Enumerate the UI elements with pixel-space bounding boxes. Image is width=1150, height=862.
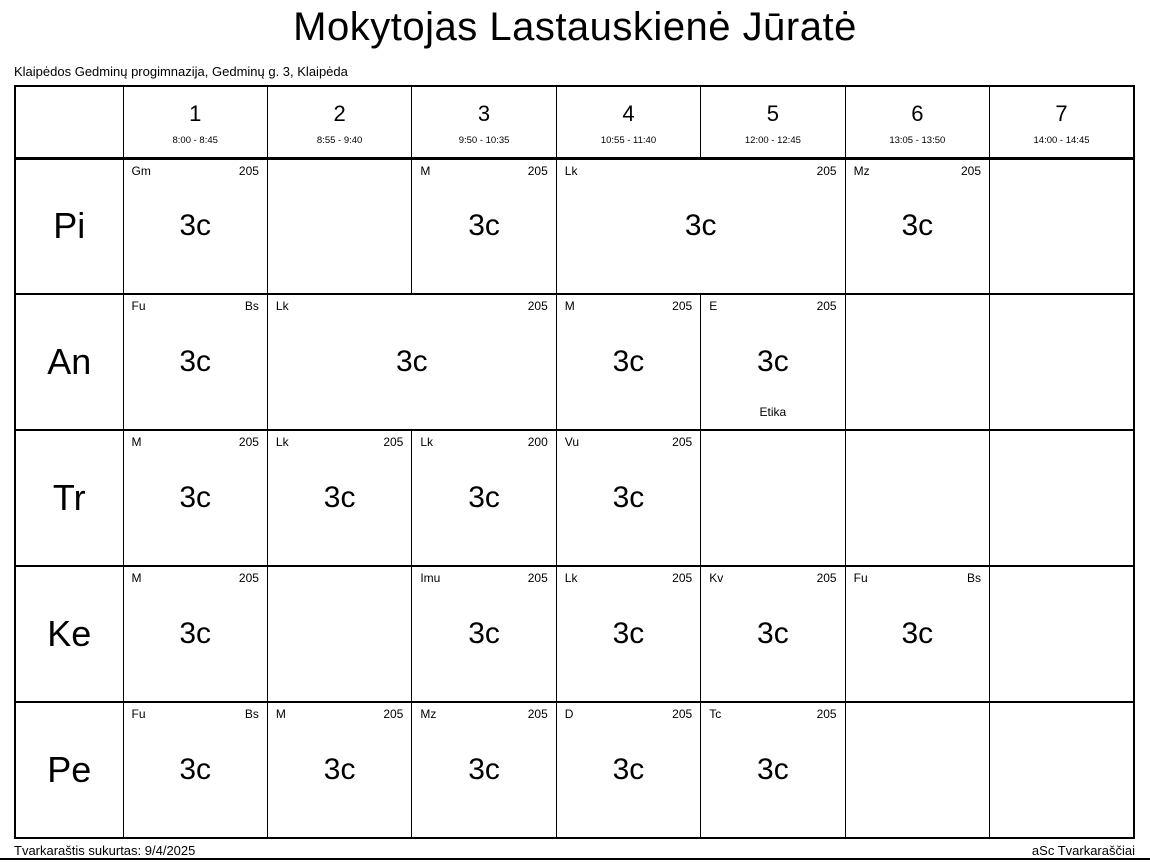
period-header-1 (123, 86, 267, 158)
class-group: 3c (612, 617, 645, 650)
class-group: 3c (396, 345, 428, 378)
lesson-cell (123, 294, 267, 430)
lesson-cell (412, 430, 556, 566)
period-time: 8:00 - 8:45 (172, 134, 218, 146)
day-label-pi: Pi (15, 158, 123, 294)
subject-code: Lk (275, 299, 289, 313)
day-label-pe: Pe (15, 702, 123, 838)
bottom-divider (0, 858, 1150, 860)
class-group: 3c (612, 481, 645, 514)
room-label: 205 (672, 299, 693, 313)
room-label: Bs (244, 299, 259, 313)
room-label: 205 (238, 163, 259, 178)
class-group: 3c (901, 209, 934, 243)
period-number: 7 (1055, 100, 1068, 126)
subject-code: Lk (564, 163, 578, 178)
class-group: 3c (468, 481, 500, 514)
class-group: 3c (179, 345, 212, 378)
empty-slot (267, 566, 411, 702)
empty-slot (267, 158, 411, 294)
class-group: 3c (612, 345, 645, 378)
lesson-cell (556, 294, 700, 430)
period-number: 6 (911, 100, 924, 126)
empty-slot (990, 294, 1134, 430)
room-label: 205 (383, 435, 404, 449)
empty-slot (701, 430, 845, 566)
class-group: 3c (901, 617, 934, 650)
lesson-cell (701, 702, 845, 838)
lesson-cell (701, 294, 845, 430)
empty-slot (845, 294, 989, 430)
class-group: 3c (323, 481, 356, 514)
lesson-cell (123, 430, 267, 566)
empty-slot (845, 430, 989, 566)
subject-code: Fu (131, 299, 146, 313)
subject-code: Mz (420, 707, 437, 721)
room-label: 205 (238, 571, 259, 585)
subject-code: E (709, 299, 718, 313)
room-label: 205 (527, 299, 548, 313)
lesson-cell (556, 702, 700, 838)
empty-slot (990, 430, 1134, 566)
subject-code: Lk (275, 435, 289, 449)
day-label-ke: Ke (15, 566, 123, 702)
room-label: 205 (816, 571, 837, 585)
lesson-cell (123, 566, 267, 702)
class-group: 3c (468, 753, 500, 786)
period-number: 1 (189, 100, 202, 126)
lesson-cell-double (556, 158, 845, 294)
lesson-cell (267, 430, 411, 566)
lesson-cell-double (267, 294, 556, 430)
group-note: Etika (759, 405, 787, 419)
lesson-cell (701, 566, 845, 702)
room-label: 205 (672, 435, 693, 449)
room-label: 200 (527, 435, 548, 449)
lesson-cell (412, 702, 556, 838)
header-row (15, 86, 1134, 158)
lesson-cell (123, 158, 267, 294)
period-header-7 (990, 86, 1134, 158)
period-time: 14:00 - 14:45 (1033, 134, 1090, 146)
period-number: 2 (333, 100, 346, 126)
room-label: 205 (961, 163, 982, 178)
period-header-4 (556, 86, 700, 158)
room-label: 205 (383, 707, 404, 721)
empty-slot (990, 566, 1134, 702)
room-label: 205 (672, 571, 693, 585)
asc-branding: aSc Tvarkaraščiai (1031, 843, 1135, 858)
lesson-cell (267, 702, 411, 838)
period-number: 3 (477, 100, 491, 126)
subject-code: M (275, 707, 286, 721)
room-label: 205 (238, 435, 259, 449)
room-label: 205 (527, 707, 548, 721)
page-title: Mokytojas Lastauskienė Jūratė (293, 5, 857, 49)
class-group: 3c (468, 617, 500, 650)
class-group: 3c (684, 209, 717, 243)
empty-slot (845, 702, 989, 838)
period-header-2 (267, 86, 411, 158)
subject-code: Vu (564, 435, 579, 449)
subject-code: Mz (853, 163, 870, 178)
lesson-cell (412, 158, 556, 294)
period-time: 8:55 - 9:40 (316, 134, 363, 146)
subject-code: Fu (131, 707, 146, 721)
subject-code: M (564, 299, 575, 313)
subject-code: Fu (853, 571, 868, 585)
room-label: 205 (527, 163, 548, 178)
day-row-pi (15, 158, 1134, 294)
subject-code: M (420, 163, 431, 178)
class-group: 3c (179, 753, 212, 786)
subject-code: Tc (709, 707, 722, 721)
room-label: 205 (816, 707, 837, 721)
room-label: 205 (672, 707, 693, 721)
class-group: 3c (612, 753, 645, 786)
room-label: 205 (527, 571, 548, 585)
subject-code: Kv (709, 571, 724, 585)
lesson-cell (845, 566, 989, 702)
class-group: 3c (323, 753, 356, 786)
subject-code: Gm (131, 163, 151, 178)
corner-cell (15, 86, 123, 158)
room-label: 205 (816, 163, 837, 178)
day-row-pe (15, 702, 1134, 838)
class-group: 3c (179, 617, 212, 650)
timetable (14, 85, 1135, 839)
period-number: 5 (766, 100, 780, 126)
period-header-5 (701, 86, 845, 158)
period-number: 4 (622, 100, 635, 126)
created-timestamp: Tvarkaraštis sukurtas: 9/4/2025 (14, 843, 196, 858)
lesson-cell (556, 566, 700, 702)
day-row-an (15, 294, 1134, 430)
class-group: 3c (757, 753, 789, 786)
class-group: 3c (757, 617, 789, 650)
day-label-tr: Tr (15, 430, 123, 566)
period-header-6 (845, 86, 989, 158)
subject-code: Imu (420, 571, 441, 585)
room-label: Bs (967, 571, 982, 585)
period-time: 10:55 - 11:40 (600, 134, 657, 146)
lesson-cell (845, 158, 989, 294)
period-time: 12:00 - 12:45 (744, 134, 801, 146)
school-subtitle: Klaipėdos Gedminų progimnazija, Gedminų g. 3, Klaipėda (14, 64, 348, 79)
subject-code: Lk (420, 435, 434, 449)
class-group: 3c (468, 209, 500, 243)
room-label: Bs (244, 707, 259, 721)
class-group: 3c (179, 481, 212, 514)
lesson-cell (123, 702, 267, 838)
class-group: 3c (179, 209, 212, 243)
subject-code: Lk (564, 571, 578, 585)
empty-slot (990, 702, 1134, 838)
empty-slot (990, 158, 1134, 294)
day-row-tr (15, 430, 1134, 566)
period-time: 9:50 - 10:35 (458, 134, 510, 146)
class-group: 3c (757, 345, 789, 378)
subject-code: D (564, 707, 574, 721)
room-label: 205 (816, 299, 837, 313)
lesson-cell (556, 430, 700, 566)
subject-code: M (131, 571, 142, 585)
lesson-cell (412, 566, 556, 702)
period-header-3 (412, 86, 556, 158)
day-row-ke (15, 566, 1134, 702)
subject-code: M (131, 435, 142, 449)
day-label-an: An (15, 294, 123, 430)
period-time: 13:05 - 13:50 (889, 134, 946, 146)
